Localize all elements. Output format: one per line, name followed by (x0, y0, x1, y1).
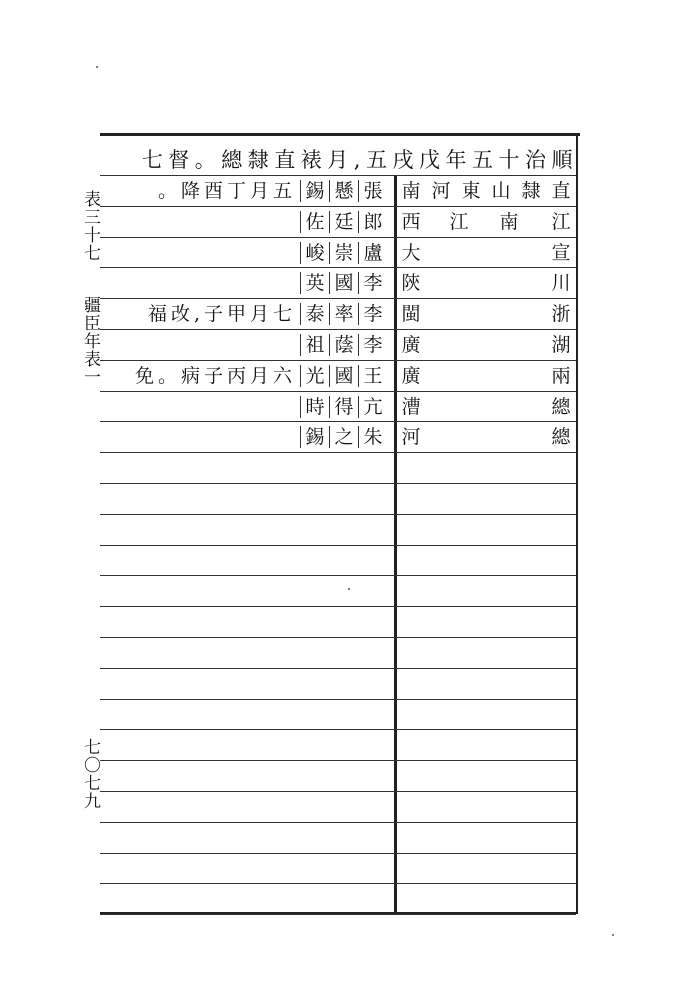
row-rule (100, 791, 576, 792)
table-title: 七督。總隸直裱月,五戌戊年五十治順 (141, 148, 578, 172)
row-rule (100, 668, 576, 669)
table-number-label: 表三十七 (80, 190, 100, 262)
province-cell (400, 269, 572, 297)
event-note-cell: 免。病子丙月六 (134, 365, 296, 387)
name-char: 光 (300, 365, 329, 387)
province-cell (400, 423, 572, 451)
official-name-cell (300, 239, 387, 267)
province-char: 閩 (401, 303, 421, 325)
province-char: 浙 (551, 303, 571, 325)
event-note-cell: 。降酉丁月五 (157, 180, 296, 202)
row-rule (100, 914, 576, 915)
province-char: 湖 (551, 334, 571, 356)
row-rule (100, 853, 576, 854)
name-char: 佐 (300, 211, 329, 233)
province-char: 宣 (551, 242, 571, 264)
table-center-rule (394, 175, 397, 913)
table-right-rule (576, 133, 578, 913)
row-rule (100, 175, 576, 176)
province-char: 漕 (401, 396, 421, 418)
name-char: 泰 (300, 303, 329, 325)
province-char: 隸 (521, 180, 541, 202)
official-name-cell (300, 362, 387, 390)
name-char: 張 (358, 180, 387, 202)
row-rule (100, 729, 576, 730)
name-char: 英 (300, 272, 329, 294)
province-char: 廣 (401, 365, 421, 387)
scan-speck (348, 588, 350, 590)
province-cell (400, 393, 572, 421)
row-rule (100, 206, 576, 207)
name-char: 亢 (358, 396, 387, 418)
province-cell (400, 300, 572, 328)
official-name-cell (300, 393, 387, 421)
name-char: 李 (358, 272, 387, 294)
row-rule (100, 637, 576, 638)
province-char: 江 (449, 211, 469, 233)
row-rule (100, 237, 576, 238)
scan-speck (96, 66, 98, 68)
name-char: 率 (329, 303, 358, 325)
province-char: 陝 (401, 272, 421, 294)
name-char: 郎 (358, 211, 387, 233)
province-char: 兩 (551, 365, 571, 387)
name-char: 之 (329, 426, 358, 448)
row-rule (100, 822, 576, 823)
page-number: 七〇七九 (80, 738, 100, 810)
row-rule (100, 699, 576, 700)
name-char: 國 (329, 272, 358, 294)
name-char: 崇 (329, 242, 358, 264)
name-char: 國 (329, 365, 358, 387)
name-char: 李 (358, 303, 387, 325)
name-char: 得 (329, 396, 358, 418)
province-char: 廣 (401, 334, 421, 356)
name-char: 盧 (358, 242, 387, 264)
province-char: 山 (491, 180, 511, 202)
row-rule (100, 483, 576, 484)
official-name-cell (300, 300, 387, 328)
province-char: 南 (499, 211, 519, 233)
official-name-cell (300, 331, 387, 359)
scan-speck (612, 934, 614, 936)
province-char: 西 (401, 211, 421, 233)
province-char: 東 (461, 180, 481, 202)
row-rule (100, 760, 576, 761)
row-rule (100, 575, 576, 576)
row-rule (100, 298, 576, 299)
row-rule (100, 545, 576, 546)
row-rule (100, 514, 576, 515)
province-char: 總 (551, 426, 571, 448)
official-name-cell (300, 208, 387, 236)
table-top-rule (100, 133, 580, 136)
row-rule (100, 360, 576, 361)
name-char: 錫 (300, 180, 329, 202)
row-rule (100, 606, 576, 607)
name-char: 峻 (300, 242, 329, 264)
name-char: 錫 (300, 426, 329, 448)
province-char: 川 (551, 272, 571, 294)
name-char: 王 (358, 365, 387, 387)
row-rule (100, 452, 576, 453)
province-char: 河 (401, 426, 421, 448)
province-char: 河 (431, 180, 451, 202)
province-char: 南 (401, 180, 421, 202)
event-note-cell: 福改,子甲月七 (147, 303, 296, 325)
row-rule (100, 391, 576, 392)
province-cell (400, 208, 572, 236)
row-rule (100, 883, 576, 884)
official-name-cell (300, 177, 387, 205)
name-char: 祖 (300, 334, 329, 356)
row-rule (100, 329, 576, 330)
name-char: 李 (358, 334, 387, 356)
province-cell (400, 331, 572, 359)
name-char: 蔭 (329, 334, 358, 356)
name-char: 懸 (329, 180, 358, 202)
province-cell (400, 239, 572, 267)
section-title-label: 疆臣年表一 (80, 296, 100, 386)
row-rule (100, 421, 576, 422)
province-char: 直 (551, 180, 571, 202)
official-name-cell (300, 269, 387, 297)
province-char: 總 (551, 396, 571, 418)
name-char: 朱 (358, 426, 387, 448)
province-cell (400, 177, 572, 205)
name-char: 時 (300, 396, 329, 418)
row-rule (100, 267, 576, 268)
province-cell (400, 362, 572, 390)
province-char: 江 (551, 211, 571, 233)
province-char: 大 (401, 242, 421, 264)
official-name-cell (300, 423, 387, 451)
name-char: 廷 (329, 211, 358, 233)
